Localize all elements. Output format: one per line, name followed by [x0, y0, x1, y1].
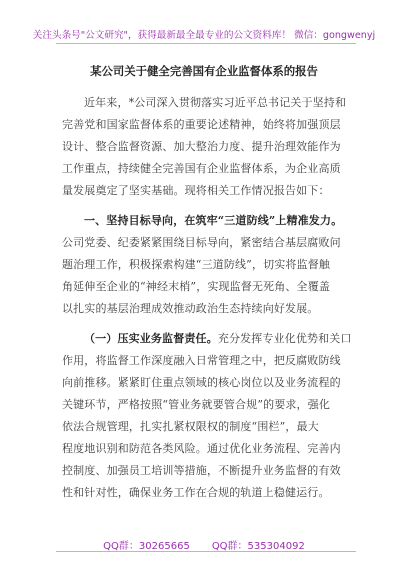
text-line: 以扎实的基层治理成效推动政治生态持续向好发展。: [62, 302, 319, 315]
subsection-heading: （一）压实业务监督责任。: [84, 332, 218, 345]
text-line: 设计、整合监督资源、加大整治力度、提升治理效能作为: [62, 140, 341, 153]
text-line: 性和针对性，确保业务工作在合规的轨道上稳健运行。: [62, 486, 330, 499]
text-line: 向前推移。紧紧盯住重点领域的核心岗位以及业务流程的: [62, 376, 341, 389]
footer-qq-group-1: QQ群：30265665: [103, 541, 190, 552]
section-heading: 一、坚持目标导向，在筑牢“三道防线”上精准发力。: [84, 214, 343, 227]
text-line: 作用，将监督工作深度融入日常管理之中，把反腐败防线: [62, 354, 341, 367]
subsection-lead-text: 充分发挥专业化优势和关口: [217, 332, 352, 345]
text-line: 量发展奠定了坚实基础。现将相关工作情况报告如下：: [62, 184, 330, 197]
intro-paragraph: [62, 92, 346, 202]
subsection-1: [62, 328, 352, 504]
text-line: 工作重点，持续健全完善国有企业监督体系，为企业高质: [62, 162, 341, 175]
footer-divider: [56, 551, 356, 552]
text-line: 近年来，*公司深入贯彻落实习近平总书记关于坚持和: [84, 96, 347, 109]
text-line: 关键环节，严格按照“管业务就要管合规”的要求，强化: [62, 398, 330, 411]
text-line: 程度地识别和防范各类风险。通过优化业务流程、完善内: [62, 442, 341, 455]
header-banner: 关注头条号"公文研究"，获得最新最全最专业的公文资料库！ 微信：gongwenyj: [32, 30, 376, 41]
text-line: 角延伸至企业的“神经末梢”，实现监督无死角、全覆盖: [62, 280, 330, 293]
section-1: [62, 210, 346, 320]
header-divider: [56, 43, 356, 44]
text-line: [62, 328, 352, 350]
text-line: 完善党和国家监督体系的重要论述精神，始终将加强顶层: [62, 118, 341, 131]
document-body: [62, 92, 352, 504]
footer-qq-group-2: QQ群：535304092: [211, 541, 305, 552]
text-line: 依法合规管理，扎实扎紧权限权的制度“围栏”，最大: [62, 420, 319, 433]
text-line: 题治理工作，积极探索构建“三道防线”，切实将监督触: [62, 258, 330, 271]
document-title: 某公司关于健全完善国有企业监督体系的报告: [90, 64, 318, 78]
text-line: 公司党委、纪委紧紧围绕目标导向，紧密结合基层腐败问: [62, 236, 341, 249]
text-line: 控制度、加强员工培训等措施，不断提升业务监督的有效: [62, 464, 341, 477]
footer: [0, 537, 408, 552]
